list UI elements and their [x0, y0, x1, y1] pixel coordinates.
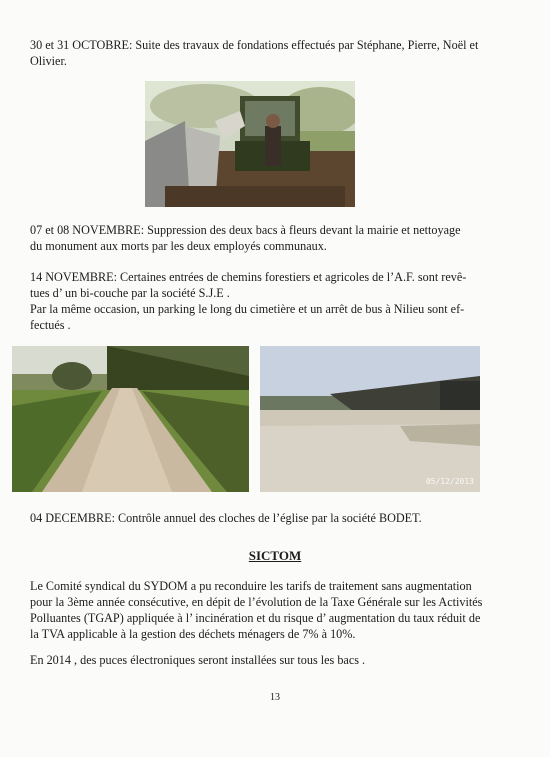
entry-line: du monument aux morts par les deux employés communaux.: [30, 239, 327, 253]
entry-line: 30 et 31 OCTOBRE: Suite des travaux de fondations effectués par Stéphane, Pierre, Noël et: [30, 38, 479, 52]
section-heading-sictom: SICTOM: [248, 548, 302, 563]
entry-december-4: [30, 510, 422, 526]
photo-foundation-works: [145, 81, 355, 207]
paragraph-line: Polluantes (TGAP) appliquée à l’ incinération et du risque d’ augmentation du taux réduit de: [30, 611, 481, 625]
paragraph-line: Le Comité syndical du SYDOM a pu reconduire les tarifs de traitement sans augmentation: [30, 579, 472, 593]
sictom-paragraph-1: [30, 578, 482, 642]
entry-line: Par la même occasion, un parking le long du cimetière et un arrêt de bus à Nilieu sont ef-: [30, 302, 465, 316]
entry-line: fectués .: [30, 318, 71, 332]
paragraph-line: pour la 3ème année consécutive, en dépit de l’évolution de la Taxe Générale sur les Activités: [30, 595, 483, 609]
paragraph-line: la TVA applicable à la gestion des déchets ménagers de 7% à 10%.: [30, 627, 356, 641]
entry-line: tues d’ un bi-couche par la société S.J.E .: [30, 286, 230, 300]
photo-forest-road: [12, 346, 249, 492]
photo-parking-area: [260, 346, 480, 492]
entry-october: [30, 37, 478, 69]
entry-line: 14 NOVEMBRE: Certaines entrées de chemins forestiers et agricoles de l’A.F. sont revê-: [30, 270, 467, 284]
date-stamp: 05/12/2013: [425, 477, 474, 486]
entry-line: 07 et 08 NOVEMBRE: Suppression des deux bacs à fleurs devant la mairie et nettoyage: [30, 223, 461, 237]
entry-line: 04 DECEMBRE: Contrôle annuel des cloches de l’église par la société BODET.: [30, 511, 422, 525]
entry-line: Olivier.: [30, 54, 67, 68]
entry-november-7-8: [30, 222, 461, 254]
page-number: 13: [270, 692, 280, 703]
entry-november-14: [30, 269, 466, 333]
sictom-paragraph-2: [30, 652, 365, 668]
paragraph-line: En 2014 , des puces électroniques seront installées sur tous les bacs .: [30, 653, 366, 667]
